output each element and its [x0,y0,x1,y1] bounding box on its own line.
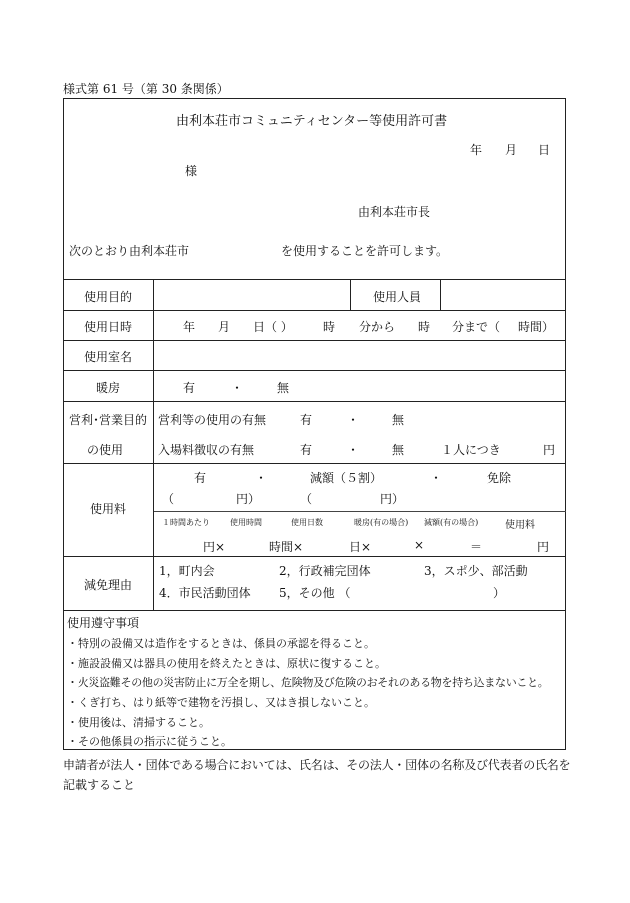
profit-dot: ・ [347,413,360,427]
reduction-item-4: 4．市民活動団体 [159,586,251,600]
per-person-yen: 円 [543,443,556,457]
purpose-label: 使用目的 [84,290,133,304]
fee-option-reduced: 減額（５割） [310,471,383,485]
commercial-label-line2: の使用 [87,443,124,457]
calc-yen: 円 [537,540,550,554]
form-title: 由利本荘市コミュニティセンター等使用許可書 [176,114,448,129]
fee-header-per-hour: １時間あたり [162,518,210,527]
column-divider [153,279,154,610]
commercial-label-line1: 営利･営業目的 [69,413,148,427]
profit-yes: 有 [300,413,313,427]
rule-item: ・使用後は、清掃すること。 [67,716,210,729]
rule-item: ・施設設備又は器具の使用を終えたときは、原状に復すること。 [67,657,386,670]
admission-dot: ・ [347,443,360,457]
calc-days-times: 日× [349,540,372,554]
reduction-item-5-close: ） [493,586,506,600]
datetime-hour-end: 時 [418,320,431,334]
column-divider [350,279,351,310]
divider [153,511,566,512]
datetime-month: 月 [218,320,231,334]
datetime-label: 使用日時 [84,320,133,334]
admission-fee-label: 入場料徴収の有無 [158,443,255,457]
divider [63,340,566,341]
date-day: 日 [538,143,551,157]
heating-yes: 有 [183,381,196,395]
heating-dot: ・ [231,381,244,395]
datetime-from: 分から [359,320,396,334]
divider [63,463,566,464]
reduction-label: 減免理由 [84,578,133,592]
heating-no: 無 [277,381,290,395]
per-person-label: １人につき [441,443,501,457]
divider [63,401,566,402]
calc-equals: ＝ [470,540,483,554]
rule-item: ・くぎ打ち、はり紙等で建物を汚損し、又はき損しないこと。 [67,696,375,709]
fee-paren-open-2: （ [300,492,313,506]
datetime-hours: 時間） [518,320,555,334]
form-number: 様式第 61 号（第 30 条関係） [63,82,229,96]
fee-option-dot2: ・ [430,471,443,485]
fee-header-hours: 使用時間 [230,518,262,527]
fee-option-dot: ・ [255,471,268,485]
column-divider [440,279,441,310]
statement-prefix: 次のとおり由利本荘市 [69,244,190,258]
fee-option-yes: 有 [194,471,207,485]
fee-label: 使用料 [90,502,127,516]
calc-yen-times: 円× [203,540,226,554]
profit-use-label: 営利等の使用の有無 [158,413,267,427]
fee-header-heating: 暖房(有の場合) [354,518,409,527]
rules-title: 使用遵守事項 [67,616,140,630]
statement-suffix: を使用することを許可します。 [281,244,449,258]
datetime-hour-start: 時 [323,320,336,334]
heating-label: 暖房 [96,381,121,395]
fee-header-total: 使用料 [505,520,535,531]
date-year: 年 [470,143,483,157]
addressee-label: 様 [185,164,198,178]
footnote-line-1: 申請者が法人・団体である場合においては、氏名は、その法人・団体の名称及び代表者の氏名を [63,758,571,772]
people-label: 使用人員 [373,290,422,304]
divider [63,310,566,311]
fee-header-days: 使用日数 [291,518,323,527]
profit-no: 無 [392,413,405,427]
date-month: 月 [505,143,518,157]
reduction-item-3: 3，スポ少、部活動 [424,564,528,578]
fee-option-exempt: 免除 [487,471,512,485]
rule-item: ・その他係員の指示に従うこと。 [67,735,232,748]
datetime-until: 分まで（ [452,320,501,334]
reduction-item-1: 1，町内会 [159,564,215,578]
reduction-item-2: 2，行政補完団体 [279,564,371,578]
admission-yes: 有 [300,443,313,457]
rule-item: ・特別の設備又は造作をするときは、係員の承認を得ること。 [67,637,375,650]
admission-no: 無 [392,443,405,457]
fee-header-reduction: 減額(有の場合) [424,518,479,527]
issuer-name: 由利本荘市長 [358,205,431,219]
reduction-item-5: 5，その他 （ [279,586,351,600]
footnote-line-2: 記載すること [63,778,136,792]
datetime-day: 日（ ） [253,320,293,334]
calc-times: × [414,538,425,552]
fee-yen-close-2: 円） [380,492,405,506]
calc-hours-times: 時間× [269,540,304,554]
divider [63,610,566,611]
room-label: 使用室名 [84,350,133,364]
divider [63,556,566,557]
rule-item: ・火災盗難その他の災害防止に万全を期し、危険物及び危険のおそれのある物を持ち込まないこと。 [67,676,549,689]
fee-paren-open-1: （ [162,492,175,506]
divider [63,370,566,371]
datetime-year: 年 [183,320,196,334]
fee-yen-close-1: 円） [236,492,261,506]
divider [63,279,566,280]
